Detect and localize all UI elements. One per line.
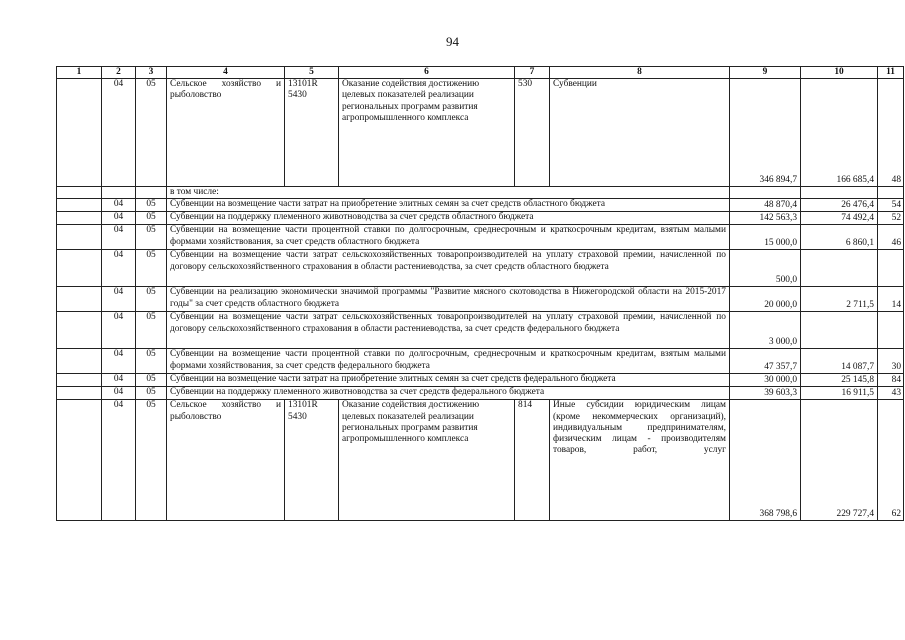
plan-value: 142 563,3 [730, 212, 801, 225]
percent-value [878, 250, 904, 287]
percent-value: 43 [878, 387, 904, 400]
actual-value: 74 492,4 [801, 212, 878, 225]
actual-value: 26 476,4 [801, 199, 878, 212]
table-row [57, 225, 904, 250]
row-description: Субвенции на реализацию экономически значимой программы "Развитие мясного скотоводства в Нижегородской области на 2015-2017 годы" за счет средств областного бюджета [167, 287, 730, 312]
actual-value: 16 911,5 [801, 387, 878, 400]
header-cell: 8 [550, 67, 730, 79]
target-article: 13101R 5430 [285, 400, 339, 521]
header-cell: 3 [136, 67, 167, 79]
section-code: 04 [102, 225, 136, 250]
actual-value: 14 087,7 [801, 349, 878, 374]
empty-cell [57, 199, 102, 212]
percent-value: 52 [878, 212, 904, 225]
expense-name: Иные субсидии юридическим лицам (кроме некоммерческих организаций), индивидуальным предпринимателям, физическим лицам - производителям товаров, работ, услуг [550, 400, 730, 521]
percent-value: 30 [878, 349, 904, 374]
plan-value: 346 894,7 [730, 79, 801, 187]
section-code: 04 [102, 199, 136, 212]
section-code: 04 [102, 374, 136, 387]
actual-value: 6 860,1 [801, 225, 878, 250]
actual-value: 25 145,8 [801, 374, 878, 387]
plan-value: 3 000,0 [730, 312, 801, 349]
header-row [57, 67, 904, 79]
plan-value: 48 870,4 [730, 199, 801, 212]
section-code: 04 [102, 250, 136, 287]
percent-value: 62 [878, 400, 904, 521]
section-code: 04 [102, 287, 136, 312]
subsection-code: 05 [136, 79, 167, 187]
subsection-code: 05 [136, 250, 167, 287]
header-cell: 2 [102, 67, 136, 79]
header-cell: 1 [57, 67, 102, 79]
subsection-code: 05 [136, 199, 167, 212]
empty-cell [57, 387, 102, 400]
header-cell: 4 [167, 67, 285, 79]
empty-cell [57, 400, 102, 521]
section-code: 04 [102, 400, 136, 521]
plan-value: 500,0 [730, 250, 801, 287]
percent-value [878, 312, 904, 349]
table-row [57, 349, 904, 374]
empty-cell [57, 225, 102, 250]
article-name: Оказание содействия достижению целевых показателей реализации региональных программ развития агропромышленного комплекса [339, 79, 515, 187]
percent-value: 84 [878, 374, 904, 387]
subsection-code: 05 [136, 287, 167, 312]
percent-value: 48 [878, 79, 904, 187]
row-description: Субвенции на возмещение части затрат на приобретение элитных семян за счет средств областного бюджета [167, 199, 730, 212]
subsection-code: 05 [136, 374, 167, 387]
empty-cell [57, 312, 102, 349]
empty-cell [57, 212, 102, 225]
row-description: Субвенции на поддержку племенного животноводства за счет средств областного бюджета [167, 212, 730, 225]
subsection-code: 05 [136, 212, 167, 225]
row-description: Субвенции на возмещение части процентной ставки по долгосрочным, среднесрочным и краткосрочным кредитам, взятым малыми формами хозяйствования, за счет средств областного бюджета [167, 225, 730, 250]
empty-cell [57, 250, 102, 287]
percent-value: 46 [878, 225, 904, 250]
section-code: 04 [102, 387, 136, 400]
row-description: Субвенции на возмещение части затрат сельскохозяйственных товаропроизводителей на уплату страховой премии, начисленной по договору сельскохозяйственного страхования в области растениеводства, за счет средств федерального бюджета [167, 312, 730, 349]
actual-value: 229 727,4 [801, 400, 878, 521]
percent-value: 14 [878, 287, 904, 312]
actual-value [801, 312, 878, 349]
table-row [57, 287, 904, 312]
plan-value: 20 000,0 [730, 287, 801, 312]
actual-value: 2 711,5 [801, 287, 878, 312]
plan-value: 30 000,0 [730, 374, 801, 387]
actual-value: 166 685,4 [801, 79, 878, 187]
subsection-code: 05 [136, 349, 167, 374]
section-name: Сельское хозяйство и рыболовство [167, 400, 285, 521]
header-cell: 10 [801, 67, 878, 79]
subsection-code: 05 [136, 225, 167, 250]
header-cell: 11 [878, 67, 904, 79]
header-cell: 5 [285, 67, 339, 79]
plan-value: 39 603,3 [730, 387, 801, 400]
plan-value: 368 798,6 [730, 400, 801, 521]
plan-value: 47 357,7 [730, 349, 801, 374]
header-cell: 6 [339, 67, 515, 79]
expense-code: 814 [515, 400, 550, 521]
expense-code: 530 [515, 79, 550, 187]
section-name: Сельское хозяйство и рыболовство [167, 79, 285, 187]
section-code: 04 [102, 212, 136, 225]
section-code: 04 [102, 349, 136, 374]
budget-table [56, 66, 904, 521]
table-row [57, 312, 904, 349]
header-cell: 7 [515, 67, 550, 79]
empty-cell [57, 374, 102, 387]
table-row [57, 374, 904, 387]
row-description: Субвенции на возмещение части затрат сельскохозяйственных товаропроизводителей на уплату страховой премии, начисленной по договору сельскохозяйственного страхования в области растениеводства, за счет средств областного бюджета [167, 250, 730, 287]
table-row [57, 79, 904, 187]
table-row [57, 187, 904, 199]
in-total-label: в том числе: [167, 187, 730, 199]
header-cell: 9 [730, 67, 801, 79]
table-row [57, 250, 904, 287]
empty-cell [57, 287, 102, 312]
section-code: 04 [102, 79, 136, 187]
row-description: Субвенции на поддержку племенного животноводства за счет средств федерального бюджета [167, 387, 730, 400]
article-name: Оказание содействия достижению целевых показателей реализации региональных программ развития агропромышленного комплекса [339, 400, 515, 521]
table-row [57, 199, 904, 212]
target-article: 13101R 5430 [285, 79, 339, 187]
table-row [57, 212, 904, 225]
table-row [57, 387, 904, 400]
section-code: 04 [102, 312, 136, 349]
subsection-code: 05 [136, 400, 167, 521]
subsection-code: 05 [136, 387, 167, 400]
actual-value [801, 250, 878, 287]
subsection-code: 05 [136, 312, 167, 349]
empty-cell [57, 349, 102, 374]
percent-value: 54 [878, 199, 904, 212]
table-row [57, 400, 904, 521]
plan-value: 15 000,0 [730, 225, 801, 250]
expense-name: Субвенции [550, 79, 730, 187]
row-description: Субвенции на возмещение части затрат на приобретение элитных семян за счет средств федерального бюджета [167, 374, 730, 387]
page-number: 94 [446, 34, 459, 49]
row-description: Субвенции на возмещение части процентной ставки по долгосрочным, среднесрочным и краткосрочным кредитам, взятым малыми формами хозяйствования, за счет средств федерального бюджета [167, 349, 730, 374]
